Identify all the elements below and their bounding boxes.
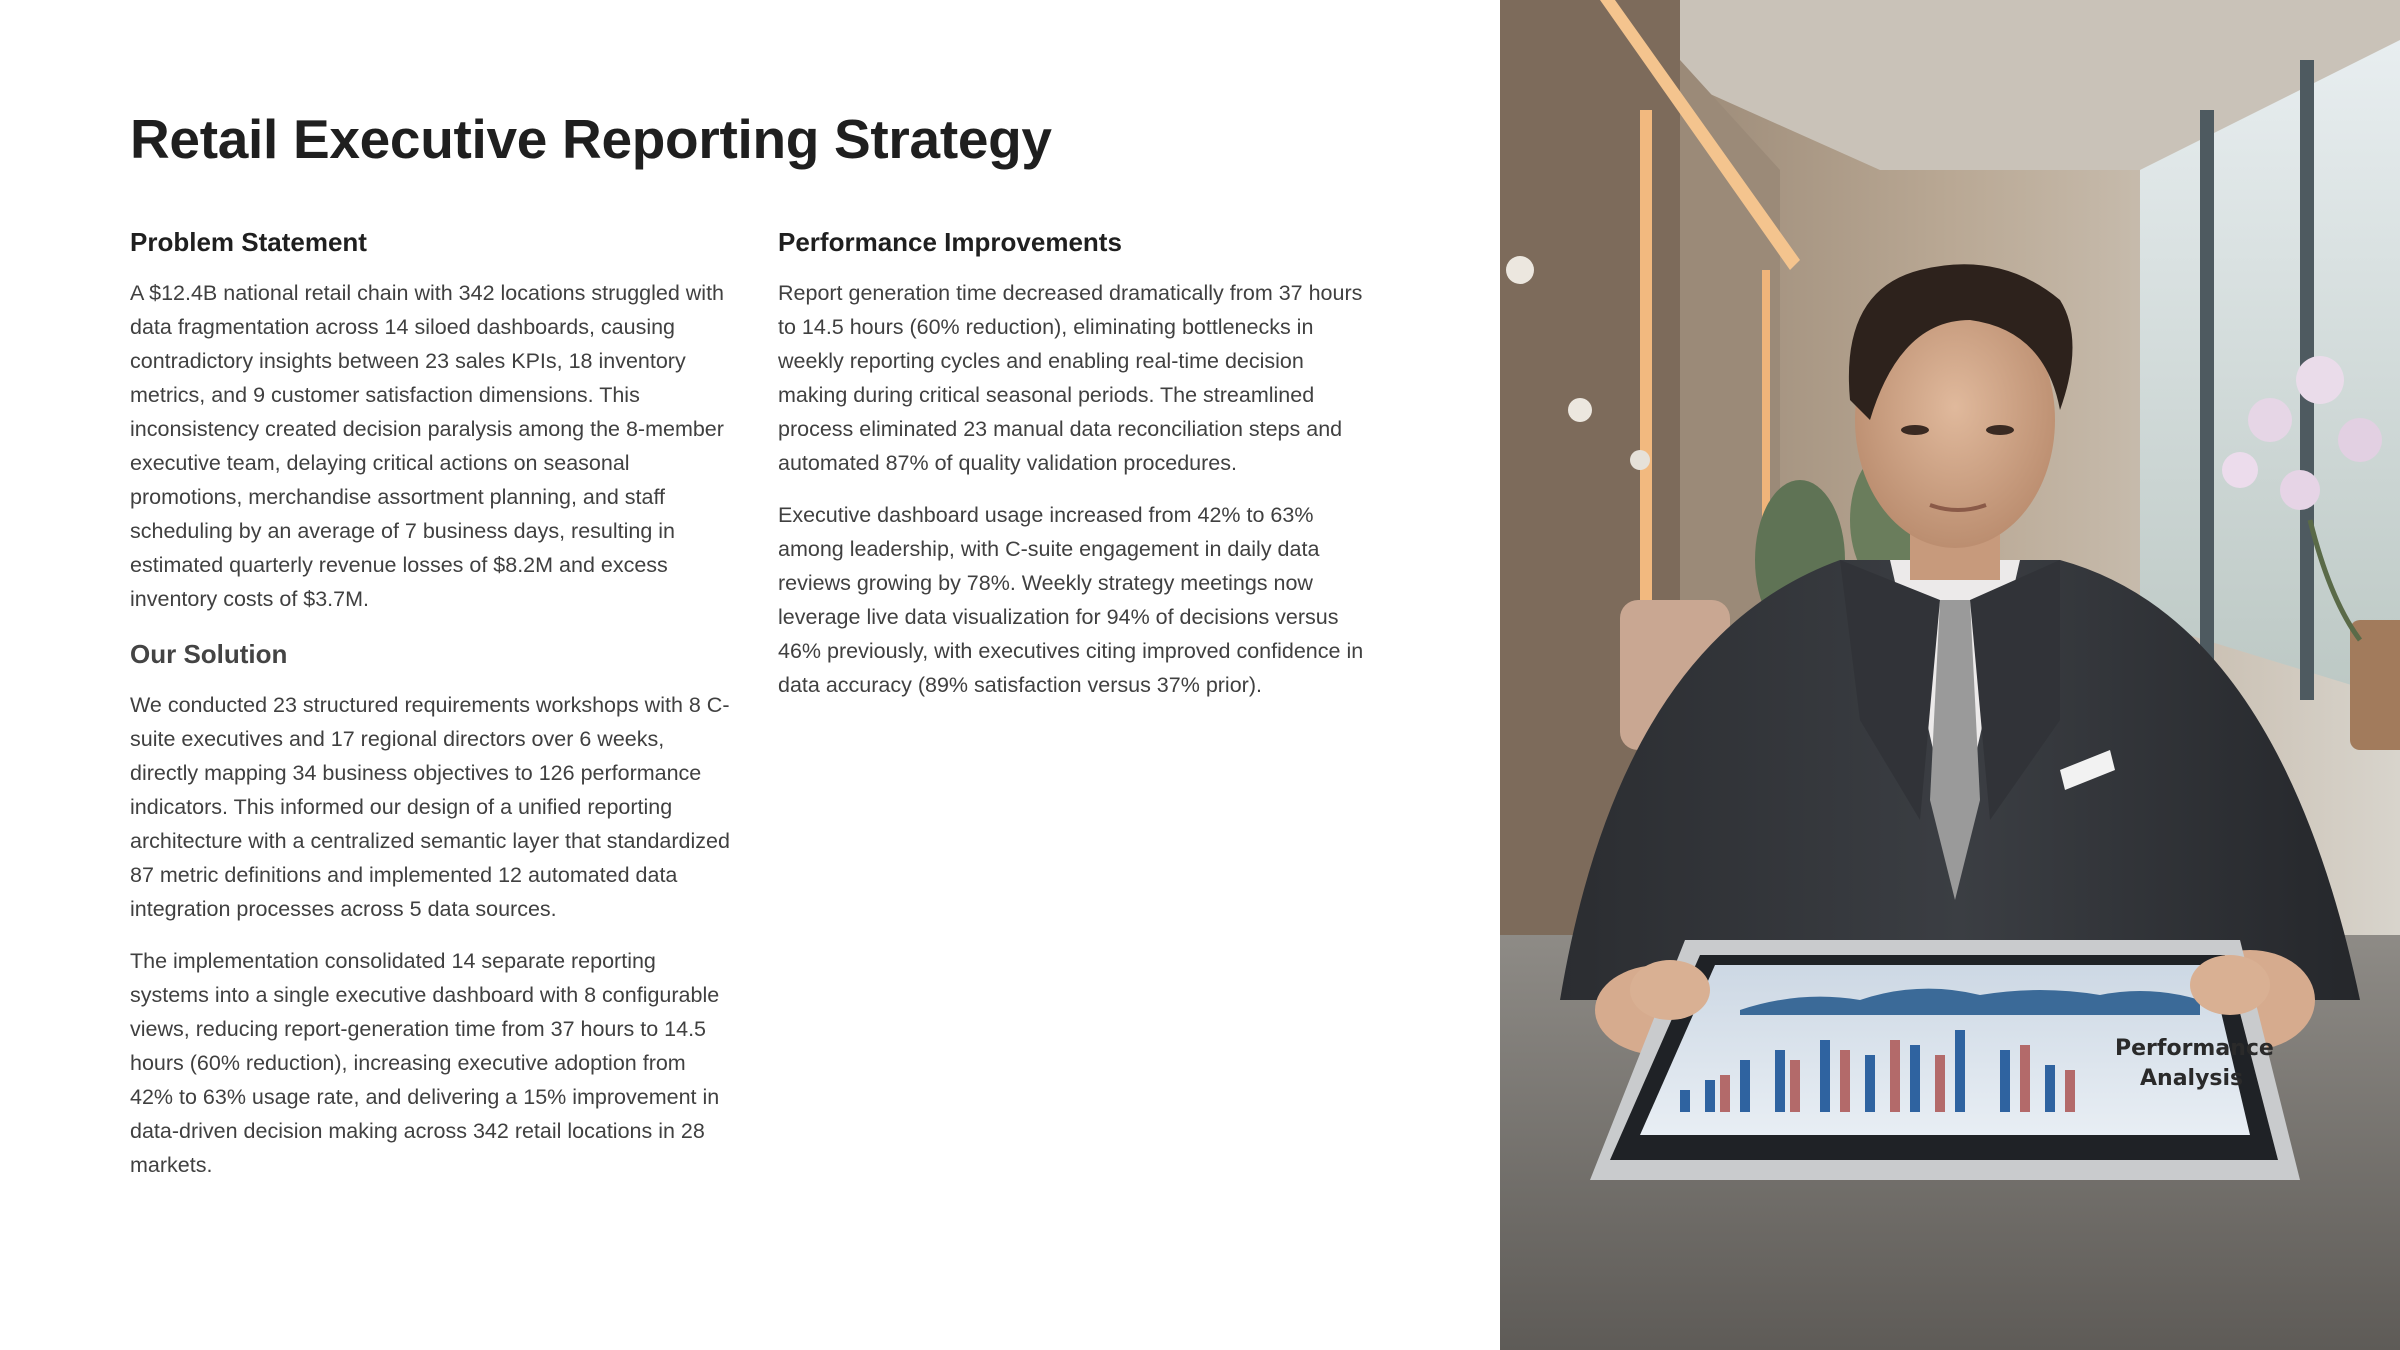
photo-illustration [1500, 0, 2400, 1350]
columns [130, 222, 1380, 1222]
problem-body: A $12.4B national retail chain with 342 locations struggled with data fragmentation across 14 siloed dashboards, causing contradictory insights between 23 sales KPIs, 18 inventory metrics, and 9 customer satisfaction dimensions. This inconsistency created decision paralysis among the 8-member executive team, delaying critical actions on seasonal promotions, merchandise assortment planning, and staff scheduling by an average of 7 business days, resulting in estimated quarterly revenue losses of $8.2M and excess inventory costs of $3.7M. [130, 281, 725, 611]
solution-heading: Our Solution [130, 639, 288, 669]
tablet-text-line1: Performance [2115, 1036, 2274, 1061]
performance-paragraph-2: Executive dashboard usage increased from 42% to 63% among leadership, with C-suite engagement in daily data reviews growing by 78%. Weekly strategy meetings now leverage live data visualization for 94% of decisions versus 46% previously, with executives citing improved confidence in data accuracy (89% satisfaction versus 37% prior). [778, 503, 1364, 697]
solution-paragraph-1: We conducted 23 structured requirements workshops with 8 C-suite executives and 17 regional directors over 6 weeks, directly mapping 34 business objectives to 126 performance indicators. This informed our design of a unified reporting architecture with a centralized semantic layer that standardized 87 metric definitions and implemented 12 automated data integration processes across 5 data sources. [130, 693, 730, 921]
tablet-text-line2: Analysis [2140, 1066, 2244, 1091]
performance-paragraph-1: Report generation time decreased dramatically from 37 hours to 14.5 hours (60% reduction), eliminating bottlenecks in weekly reporting cycles and enabling real-time decision making during critical seasonal periods. The streamlined process eliminated 23 manual data reconciliation steps and automated 87% of quality validation procedures. [778, 281, 1363, 475]
performance-heading: Performance Improvements [778, 227, 1122, 257]
solution-paragraph-2: The implementation consolidated 14 separate reporting systems into a single executive dashboard with 8 configurable views, reducing report-generation time from 37 hours to 14.5 hours (60% reduction), increasing executive adoption from 42% to 63% usage rate, and delivering a 15% improvement in data-driven decision making across 342 retail locations in 28 markets. [130, 949, 720, 1177]
executive-photo [1500, 0, 2400, 1350]
left-column [130, 222, 730, 1200]
page-title: Retail Executive Reporting Strategy [130, 108, 1052, 170]
right-column [778, 222, 1378, 720]
problem-heading: Problem Statement [130, 227, 367, 257]
content-area [130, 100, 1380, 1177]
